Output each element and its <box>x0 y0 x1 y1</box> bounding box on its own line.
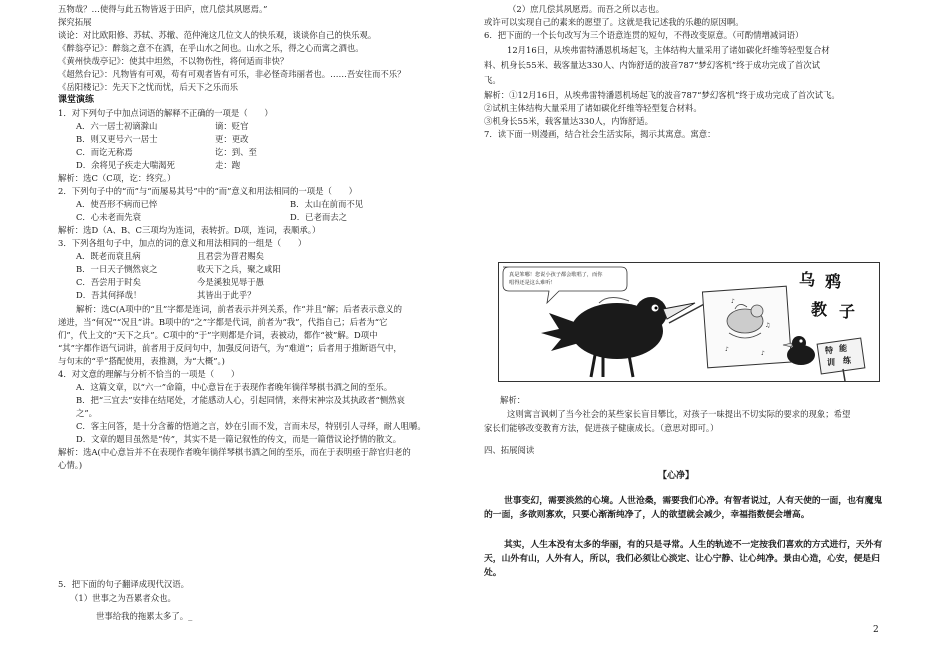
text-line: 《醉翁亭记》：醉翁之意不在酒，在乎山水之间也。山水之乐，得之心而寓之酒也。 <box>58 43 364 53</box>
question: 2．下列句子中的“而”与“而屡易其号”中的“而”意义和用法相同的一项是（ ） <box>58 186 358 196</box>
option: B．太山在前而不见 <box>290 199 364 209</box>
answer: ②试机主体结构大量采用了诸如碳化纤维等轻型复合材料。 <box>484 103 702 113</box>
option: A．使吾形不病而已悴 <box>76 199 158 209</box>
sub-question: （1）世事之为吾累者众也。 <box>70 593 176 603</box>
option: C．心未老而先衰 <box>76 212 142 222</box>
answer: ③机身长55米，载客量达330人，内饰舒适。 <box>484 116 654 126</box>
answer-label: 解析： <box>500 395 526 405</box>
sign-board-char: 能 <box>839 344 847 353</box>
section-heading: 探究拓展 <box>58 17 92 27</box>
sign-board <box>817 338 865 381</box>
answer: 们”，代上文的“天下之兵”。C项中的“于”字则都是介词，表被动，都作“被”解。D项中 <box>58 330 378 340</box>
option: A．这篇文章，以“六一”命篇，中心意旨在于表现作者晚年徜徉琴棋书酒之间的至乐。 <box>76 382 393 392</box>
answer: 解析：选C(A项中的“且”字都是连词，前者表示并列关系，作“并且”解；后者表示意义的 <box>76 304 402 314</box>
answer: 世事给我的拖累太多了。_ <box>96 611 193 621</box>
option: A．六一居士初谪滁山 <box>76 121 158 131</box>
question: 4．对文意的理解与分析不恰当的一项是（ ） <box>58 369 240 379</box>
sign-board-char: 训 <box>827 358 835 367</box>
essay-paragraph: 世事变幻，需要淡然的心境。人世沧桑，需要我们心净。有智者说过，人有天使的一面，也有魔鬼的一面，多欲则寡欢，只要心渐渐纯净了，人的欲望就会减少，幸福指数便会增高。 <box>484 496 883 520</box>
answer: 解析：选A(中心意旨并不在表现作者晚年徜徉琴棋书酒之间的至乐，而在于表明亟于辞官归老的 <box>58 447 411 457</box>
answer: 心情。) <box>58 460 83 470</box>
question: 1．对下列句子中加点词语的解释不正确的一项是（ ） <box>58 108 273 118</box>
cartoon-title <box>799 270 855 321</box>
question: 5．把下面的句子翻译成现代汉语。 <box>58 579 189 589</box>
option: D．已老而去之 <box>290 212 347 222</box>
answer: 解析：选C（C项，讫：终究。） <box>58 173 176 183</box>
sub-question: （2）庶几偿其夙愿焉。而吾之所以志也。 <box>508 4 665 14</box>
text-line: 五物哉？…使得与此五物皆返于田庐，庶几偿其夙愿焉。” <box>58 4 268 14</box>
option-definition: 更：更改 <box>215 134 249 144</box>
text-line: 料、机身长55米、载客量达330人、内饰舒适的波音787“梦幻客机”终于成功完成了首次试 <box>484 60 820 70</box>
option: D．吾其何择哉！ <box>76 290 142 300</box>
option: B．则又更号六一居士 <box>76 134 158 144</box>
option: D．余将见子疾走大喘渴死 <box>76 160 175 170</box>
text-line: 飞。 <box>484 75 501 85</box>
option: C．吾尝用于时矣 <box>76 277 142 287</box>
cartoon-image <box>498 262 880 382</box>
svg-text:♪: ♪ <box>725 346 729 353</box>
answer: 与句末的“乎”搭配使用，表推测，为“大概”。) <box>58 356 225 366</box>
option: B．把“三宜去”安排在结尾处，才能感动人心，引起同情，来得宋神宗及其执政者“恻然哀 <box>76 395 405 405</box>
crow-parent <box>541 297 695 377</box>
option: 之”。 <box>76 408 98 418</box>
option: A．既老而衰且病 <box>76 251 141 261</box>
essay-paragraph: 其实，人生本没有太多的华丽，有的只是寻常。人生的轨迹不一定按我们喜欢的方式进行，天外有天，山外有山，人外有人，所以，我们必须让心淡定、让心宁静、让心纯净。景由心造，心安，便是归处。 <box>484 540 883 578</box>
cartoon-title-char: 子 <box>839 302 856 321</box>
text-line: 《黄州快哉亭记》：使其中坦然，不以物伤性，将何适而非快？ <box>58 56 289 66</box>
option: D．文章的题目虽然是“传”，其实不是一篇记叙性的传文，而是一篇借议论抒情的散文。 <box>76 434 402 444</box>
answer: 家长们能够改变教育方法，促进孩子健康成长。（意思对即可。） <box>484 423 719 433</box>
text-line: 《岳阳楼记》：先天下之忧而忧，后天下之乐而乐 <box>58 82 239 92</box>
section-heading: 四、拓展阅读 <box>484 445 535 455</box>
section-heading: 课堂演练 <box>58 95 95 105</box>
answer: 这则寓言讽刺了当今社会的某些家长盲目攀比，对孩子一味提出不切实际的要求的现象；希望 <box>507 409 851 419</box>
sign-board-char: 特 <box>825 346 833 355</box>
answer: 或许可以实现自己的素来的愿望了。这就是我记述我的乐趣的原因啊。 <box>484 17 744 27</box>
svg-text:♫: ♫ <box>765 322 771 329</box>
cartoon-title-char: 乌 <box>799 270 816 289</box>
option: 收天下之兵，聚之咸阳 <box>197 264 281 274</box>
cartoon-illustration <box>499 263 879 381</box>
option: B．一日天子恻然哀之 <box>76 264 158 274</box>
essay-title: 【心净】 <box>658 471 695 481</box>
svg-text:♪: ♪ <box>761 350 765 357</box>
question: 3．下列各组句子中，加点的词的意义和用法相同的一组是（ ） <box>58 238 307 248</box>
option: 今是溪独见辱于愚 <box>197 277 264 287</box>
cartoon-title-char: 鸦 <box>825 272 842 291</box>
text-line: 《超然台记》：凡物皆有可观，苟有可观者皆有可乐，非必怪奇玮丽者也。……吾安往而不乐？ <box>58 69 406 79</box>
speech-text-1: 真是笨哪！您说小孩子都会歌唱了，而你 <box>509 272 603 278</box>
option-definition: 谪：贬官 <box>215 121 249 131</box>
option-definition: 走：跑 <box>215 160 241 170</box>
poster <box>702 286 791 368</box>
question: 6．把下面的一个长句改写为三个语意连贯的短句，不得改变原意。（可酌情增减词语） <box>484 30 804 40</box>
answer: 递进，当“何况”“况且”讲。B项中的“之”字都是代词，前者为“我”，代指自己；后者为“它 <box>58 317 388 327</box>
svg-text:♪: ♪ <box>731 298 735 305</box>
page-number: 2 <box>873 625 879 635</box>
text-line: 谈论：对比欧阳修、苏轼、苏辙、范仲淹这几位文人的快乐观，谈谈你自己的快乐观。 <box>58 30 377 40</box>
sign-board-char: 练 <box>843 356 851 365</box>
cartoon-title-char: 教 <box>811 300 828 319</box>
option-definition: 讫：到、至 <box>215 147 257 157</box>
question: 7．读下面一则漫画，结合社会生活实际，揭示其寓意。寓意： <box>484 129 716 139</box>
option: C．而讫无称焉 <box>76 147 133 157</box>
speech-text-2: 唱得还是这么难听！ <box>509 280 556 286</box>
option: 且君尝为晋君赐矣 <box>197 251 264 261</box>
answer: 解析：①12月16日，从埃弗雷特潘恩机场起飞的波音787“梦幻客机”终于成功完成了首次试飞。 <box>484 90 840 100</box>
option: C．客主问答，是十分含蓄的悟道之言，妙在引而不发，言而未尽，特别引人寻绎，耐人咀嚼。 <box>76 421 426 431</box>
answer: “其”字都作语气词讲，前者用于反问句中，加强反问语气，为“难道”；后者用于推断语气中， <box>58 343 402 353</box>
option: 其皆出于此乎？ <box>197 290 256 300</box>
text-line: 12月16日，从埃弗雷特潘恩机场起飞，主体结构大量采用了诸如碳化纤维等轻型复合材 <box>507 45 830 55</box>
answer: 解析：选D（A、B、C三项均为连词，表转折。D项，连词，表顺承。） <box>58 225 321 235</box>
